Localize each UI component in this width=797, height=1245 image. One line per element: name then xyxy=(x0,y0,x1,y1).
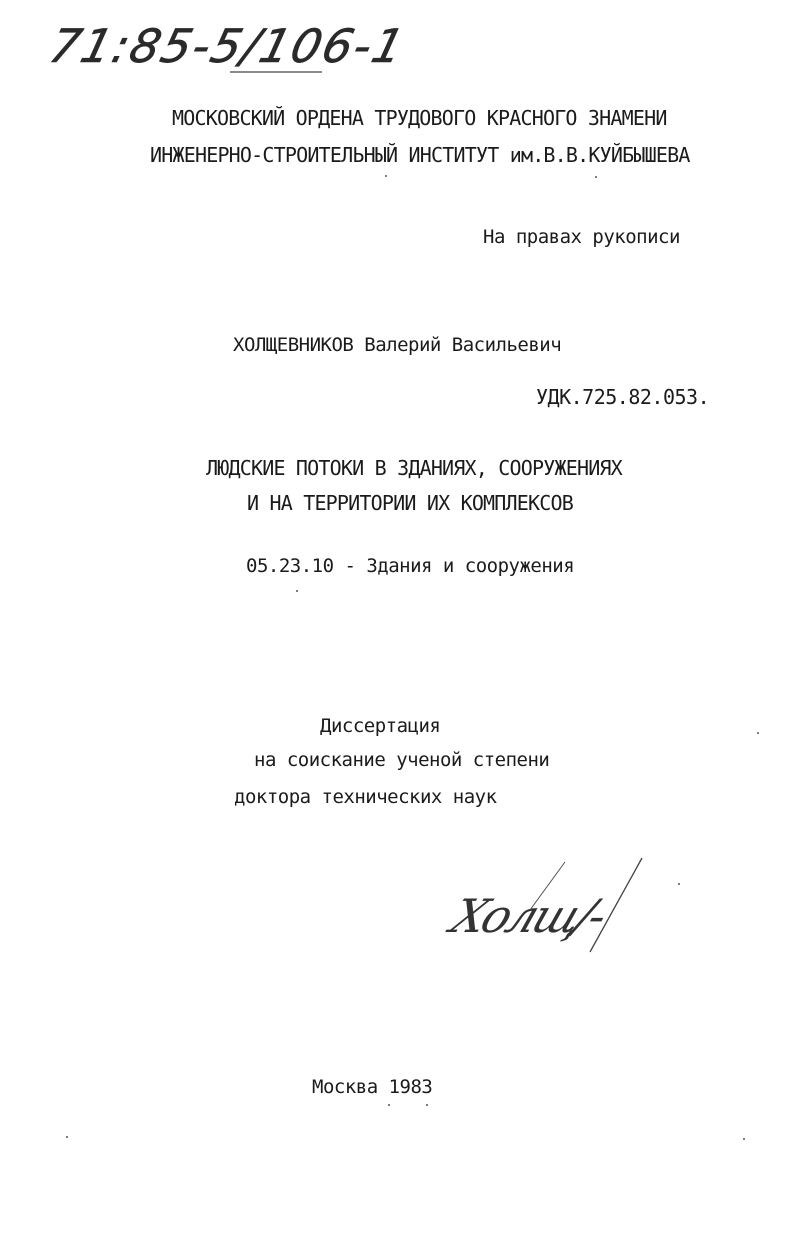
scan-speck xyxy=(595,176,597,178)
scan-speck xyxy=(385,175,387,177)
scan-speck xyxy=(388,1104,390,1106)
scan-speck xyxy=(296,590,298,592)
scan-speck xyxy=(66,1136,68,1138)
specialty: 05.23.10 - Здания и сооружения xyxy=(246,555,575,577)
title-line-1: ЛЮДСКИЕ ПОТОКИ В ЗДАНИЯХ, СООРУЖЕНИЯХ xyxy=(206,456,622,480)
svg-text:71:85-5/106-1: 71:85-5/106-1 xyxy=(44,20,411,74)
handwritten-archive-code xyxy=(44,10,411,80)
institution-line-2: ИНЖЕНЕРНО-СТРОИТЕЛЬНЫЙ ИНСТИТУТ им.В.В.КУЙБЫШЕВА xyxy=(150,143,690,167)
degree-line-2: на соискание ученой степени xyxy=(254,749,550,771)
degree-line-1: Диссертация xyxy=(320,715,441,737)
udk-code: УДК.725.82.053. xyxy=(536,385,710,409)
scan-speck xyxy=(757,732,759,734)
institution-line-1: МОСКОВСКИЙ ОРДЕНА ТРУДОВОГО КРАСНОГО ЗНАМЕНИ xyxy=(172,106,667,130)
title-line-2: И НА ТЕРРИТОРИИ ИХ КОМПЛЕКСОВ xyxy=(247,491,573,515)
svg-text:Холщ/-: Холщ/- xyxy=(443,890,613,944)
author-name: ХОЛЩЕВНИКОВ Валерий Васильевич xyxy=(233,334,562,356)
scan-speck xyxy=(743,1138,745,1140)
degree-line-3: доктора технических наук xyxy=(234,786,497,808)
manuscript-rights: На правах рукописи xyxy=(483,226,680,248)
scan-speck xyxy=(426,1104,428,1106)
scan-speck xyxy=(678,883,680,885)
signature xyxy=(443,850,660,960)
city-year: Москва 1983 xyxy=(312,1076,433,1098)
